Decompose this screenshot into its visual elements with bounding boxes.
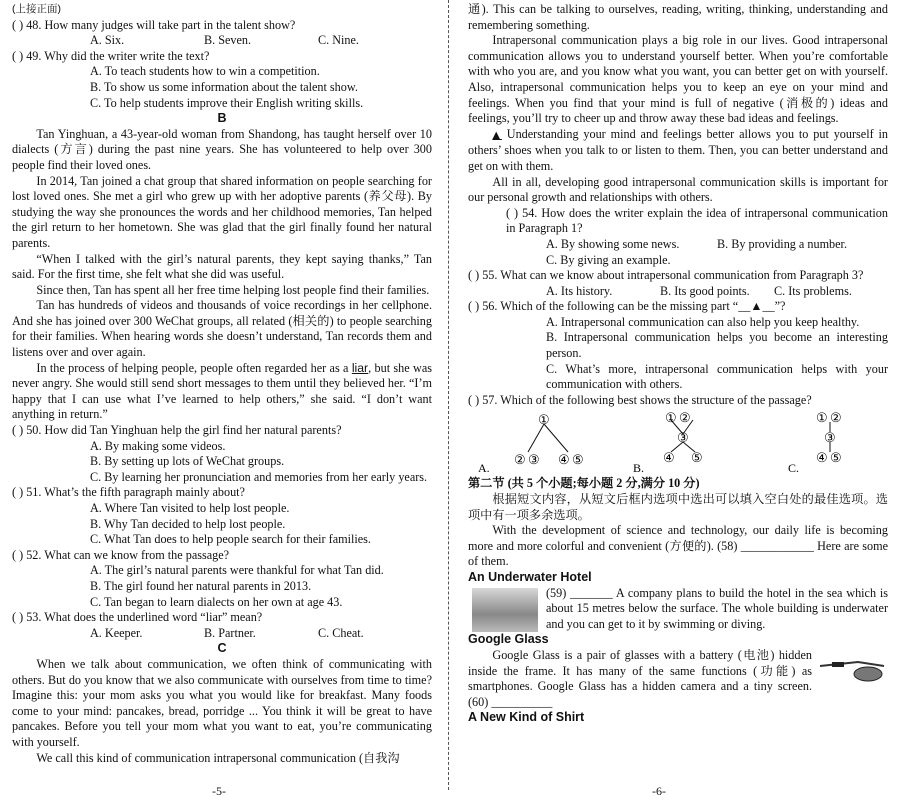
passage-b-p5: Tan has hundreds of videos and thousands of voice recordings in her cellphone. And she has joined over 300 WeChat groups, all related (相关的) to people searching for their families. When hearing words she doesn’t understand, Tan records them and listens over and over again. xyxy=(12,298,432,360)
structure-diagrams xyxy=(468,410,888,476)
q49-c: C. To help students improve their English writing skills. xyxy=(90,95,364,110)
underwater-hotel-text: (59) _______ A company plans to build the hotel in the sea which is about 15 metres below the surface. The whole building is underwater and you can get to it by swimming or diving. xyxy=(546,585,888,631)
q57-stem: ( ) 57. Which of the following best shows the structure of the passage? xyxy=(468,392,812,407)
c-node-3: ③ xyxy=(824,430,836,446)
google-glass-text: Google Glass is a pair of glasses with a battery (电池) hidden inside the frame. It has many of the same functions (功能) as smartphones. Google Glass has a hidden camera and a tiny screen. (60) __________ xyxy=(468,647,812,709)
right-column xyxy=(468,2,888,726)
q54-stem: ( ) 54. How does the writer explain the idea of intrapersonal communication in Paragraph 1? xyxy=(506,205,888,236)
p6-text-a: In the process of helping people, people often regarded her as a xyxy=(36,360,349,375)
q52-a: A. The girl’s natural parents were thankful for what Tan did. xyxy=(90,563,384,578)
q54-b: B. By providing a number. xyxy=(717,236,847,251)
diagram-a-label: A. xyxy=(478,461,490,476)
b-node-2: ② xyxy=(679,410,691,426)
q51-b: B. Why Tan decided to help lost people. xyxy=(90,516,286,531)
q54-a: A. By showing some news. xyxy=(546,236,680,251)
a-node-1: ① xyxy=(538,412,550,428)
section-c-title: C xyxy=(217,641,227,656)
q56-a: A. Intrapersonal communication can also help you keep healthy. xyxy=(546,314,860,329)
q55-a: A. Its history. xyxy=(546,283,613,298)
google-glass-image xyxy=(818,652,888,692)
q55-stem: ( ) 55. What can we know about intrapersonal communication from Paragraph 3? xyxy=(468,268,864,283)
q56-c: C. What’s more, intrapersonal communication helps with your communication with others. xyxy=(546,361,888,392)
b-node-1: ① xyxy=(665,410,677,426)
q48-options xyxy=(12,33,432,49)
diagram-a xyxy=(478,410,598,474)
q51-c: C. What Tan does to help people search for their families. xyxy=(90,532,371,547)
diagram-c xyxy=(768,410,888,474)
q50-a: A. By making some videos. xyxy=(90,438,226,453)
continued-header: (上接正面) xyxy=(12,3,61,15)
q53-a: A. Keeper. xyxy=(90,625,143,640)
diagram-b-label: B. xyxy=(633,461,645,476)
q53-c: C. Cheat. xyxy=(318,625,364,640)
heading-new-kind-of-shirt: A New Kind of Shirt xyxy=(468,710,585,725)
q52-stem: ( ) 52. What can we know from the passage? xyxy=(12,547,230,562)
q49-stem: ( ) 49. Why did the writer write the text? xyxy=(12,48,210,63)
passage-b-p2: In 2014, Tan joined a chat group that shared information on people searching for lost loved ones. She met a girl who grew up with her adoptive parents (养父母). By studying the way she pronounces the words and her childhood memories, Tan helped the girl return to her hometown. She was glad that the girl finally found her natural parents. xyxy=(12,173,432,250)
passage-b-p6 xyxy=(12,361,432,423)
q48-stem: ( ) 48. How many judges will take part in the talent show? xyxy=(12,17,296,32)
diagram-c-label: C. xyxy=(788,461,800,476)
passage-b-p4: Since then, Tan has spent all her free time helping lost people find their families. xyxy=(36,282,430,297)
underwater-hotel-block xyxy=(468,586,888,633)
q55-options xyxy=(468,284,888,300)
section-b-title: B xyxy=(217,111,227,126)
b-node-4: ④ xyxy=(663,450,675,466)
b-node-5: ⑤ xyxy=(691,450,703,466)
q48-a: A. Six. xyxy=(90,33,125,48)
q52-b: B. The girl found her natural parents in 2013. xyxy=(90,578,312,593)
q53-options xyxy=(12,626,432,642)
q48-c: C. Nine. xyxy=(318,33,359,48)
c-node-4: ④ xyxy=(816,450,828,466)
c-node-5: ⑤ xyxy=(830,450,842,466)
q49-a: A. To teach students how to win a competition. xyxy=(90,64,320,79)
passage-c-p3: Intrapersonal communication plays a big role in our lives. Good intrapersonal communication allows you to understand yourself better. When you’re comfortable with who you are, and you know what you want, you can better get on with yourself. Also, intrapersonal communication helps you to keep an eye on your mind and feelings. When you find that your mind is full of negative (消极的) ideas and feelings, you’ll try to cheer up and throw away these bad ideas and feelings. xyxy=(468,33,888,126)
q51-a: A. Where Tan visited to help lost people. xyxy=(90,501,290,515)
q52-c: C. Tan began to learn dialects on her own at age 43. xyxy=(90,594,343,609)
part-2-heading: 第二节 (共 5 个小题;每小题 2 分,满分 10 分) xyxy=(468,476,700,491)
passage-b-p1: Tan Yinghuan, a 43-year-old woman from Shandong, has taught herself over 10 dialects (方言) during the past nine years. She has volunteered to help over 300 people find their loved ones. xyxy=(12,126,432,172)
diagram-b xyxy=(623,410,743,474)
c-node-1: ① xyxy=(816,410,828,426)
cloze-intro: With the development of science and technology, our daily life is becoming more and more colorful and convenient (方便的). (58) ____________ Here are some of them. xyxy=(468,523,888,569)
q48-b: B. Seven. xyxy=(204,33,252,48)
q53-b: B. Partner. xyxy=(204,625,256,640)
a-node-4: ④ xyxy=(558,452,570,468)
a-node-2: ② xyxy=(514,452,526,468)
q54-c: C. By giving an example. xyxy=(546,252,671,267)
left-column xyxy=(12,2,432,766)
b-node-3: ③ xyxy=(677,430,689,446)
p4-text: Understanding your mind and feelings better allows you to put yourself in others’ shoes when you talk to or listen to them. Then, you can better understand and get on with them. xyxy=(468,126,888,173)
q50-c: C. By learning her pronunciation and memories from her early years. xyxy=(90,469,428,484)
part-2-instructions: 根据短文内容，从短文后框内选项中选出可以填入空白处的最佳选项。选项中有一项多余选项。 xyxy=(468,492,888,522)
q50-stem: ( ) 50. How did Tan Yinghuan help the girl find her natural parents? xyxy=(12,423,342,438)
heading-underwater-hotel: An Underwater Hotel xyxy=(468,570,592,584)
q56-b: B. Intrapersonal communication helps you become an interesting person. xyxy=(546,330,888,361)
passage-b-p3: “When I talked with the girl’s natural parents, they kept saying thanks,” Tan said. For the first time, she felt what she did was useful. xyxy=(12,251,432,282)
underlined-word-liar: liar xyxy=(351,360,369,375)
column-divider xyxy=(448,0,449,790)
q55-b: B. Its good points. xyxy=(660,283,750,298)
c-node-2: ② xyxy=(830,410,842,426)
q51-stem: ( ) 51. What’s the fifth paragraph mainly about? xyxy=(12,485,245,500)
page-number-right: -6- xyxy=(652,784,666,799)
google-glass-block xyxy=(468,648,888,710)
q56-stem: ( ) 56. Which of the following can be the missing part “__▲__”? xyxy=(468,299,786,314)
q55-c: C. Its problems. xyxy=(774,283,852,298)
underwater-hotel-image xyxy=(472,588,538,632)
p6-text-b: , but she was never angry. She would still send short messages to them until they believed her. “I’m happy that I can use what I’ve learned to help others,” she said. “I don’t want anything in return.” xyxy=(12,360,432,422)
passage-c-p2-cont: 通). This can be talking to ourselves, reading, writing, thinking, understanding and remembering something. xyxy=(468,2,888,32)
q53-stem: ( ) 53. What does the underlined word “liar” mean? xyxy=(12,610,263,625)
heading-google-glass: Google Glass xyxy=(468,632,549,647)
a-node-5: ⑤ xyxy=(572,452,584,468)
q54-options-ab xyxy=(468,237,888,253)
q50-b: B. By setting up lots of WeChat groups. xyxy=(90,454,285,469)
passage-c-p5: All in all, developing good intrapersonal communication skills is important for our personal growth and relationships with others. xyxy=(468,174,888,205)
passage-c-p2: We call this kind of communication intrapersonal communication (自我沟 xyxy=(36,750,400,765)
a-node-3: ③ xyxy=(528,452,540,468)
passage-c-p1: When we talk about communication, we often think of communicating with others. But do you know that we also communicate with ourselves from time to time? Imagine this: your mom asks you what you would like for breakfast. Many foods come to your mind: pancakes, bread, porridge ... You think it will be great to have pancakes. Before you tell your mom what you want to eat, you’re communicating with yourself. xyxy=(12,656,432,749)
missing-part-blank: ▲ xyxy=(492,129,502,141)
q49-b: B. To show us some information about the talent show. xyxy=(90,79,358,94)
page-number-left: -5- xyxy=(212,784,226,799)
passage-c-p4 xyxy=(468,127,888,175)
